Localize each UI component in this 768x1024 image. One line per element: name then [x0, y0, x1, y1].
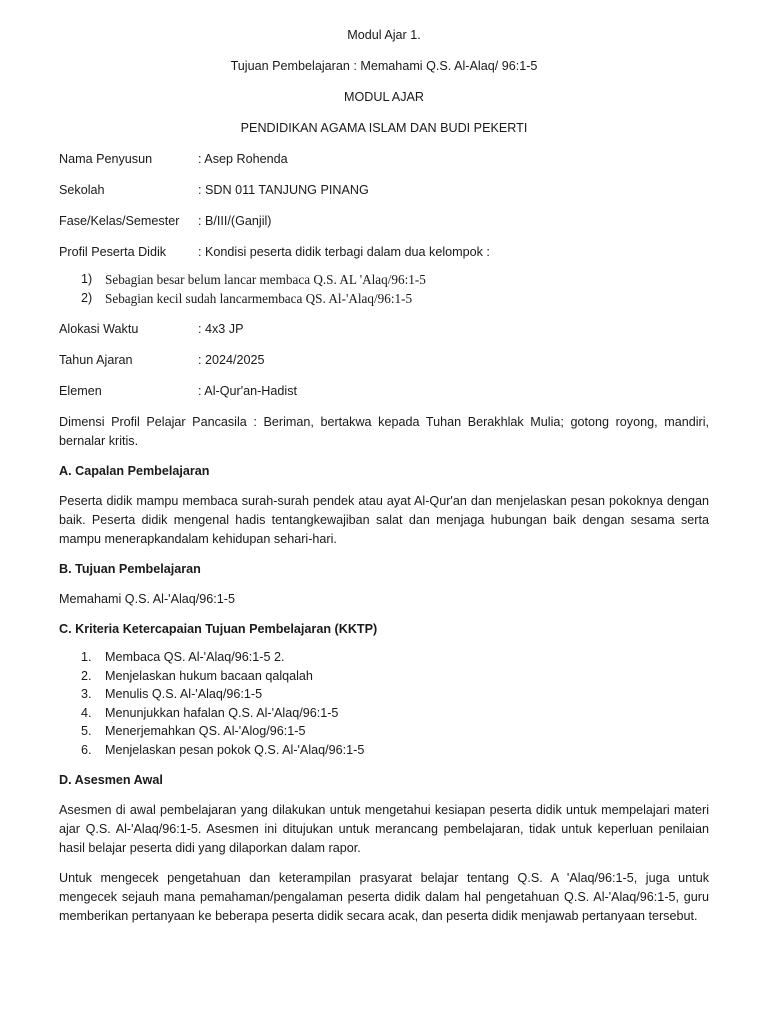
list-number: 5.: [81, 724, 92, 739]
identity-key: Profil Peserta Didik: [59, 245, 167, 259]
identity-value: : Asep Rohenda: [198, 152, 288, 166]
list-text: Sebagian besar belum lancar membaca Q.S. AL 'Alaq/96:1-5: [105, 272, 426, 287]
list-text: Menulis Q.S. Al-'Alaq/96:1-5: [105, 687, 263, 702]
list-number: 1.: [81, 650, 92, 664]
identity-row-author: [59, 150, 709, 169]
identity-key: Nama Penyusun: [59, 152, 153, 166]
module-title: MODUL AJAR: [343, 90, 424, 104]
identity-key: Sekolah: [59, 183, 105, 197]
profile-dimension-paragraph: Dimensi Profil Pelajar Pancasila : Beriman, bertakwa kepada Tuhan Berakhlak Mulia; gotong royong, mandiri, bernalar kritis.: [59, 415, 709, 448]
identity-row-profile: [59, 243, 709, 262]
list-text: Menerjemahkan QS. Al-'Alog/96:1-5: [105, 724, 306, 739]
identity-row-school: [59, 181, 709, 200]
list-item: [59, 685, 709, 704]
list-text: Menjelaskan hukum bacaan qalqalah: [105, 668, 313, 683]
section-b-heading: B. Tujuan Pembelajaran: [59, 562, 201, 576]
identity-value: : SDN 011 TANJUNG PINANG: [198, 183, 369, 197]
identity-row-element: [59, 382, 709, 401]
identity-value: : B/III/(Ganjil): [198, 214, 272, 228]
list-text: Menunjukkan hafalan Q.S. Al-'Alaq/96:1-5: [105, 705, 339, 720]
kktp-list: [59, 648, 709, 760]
section-d-paragraph-2: Untuk mengecek pengetahuan dan keterampilan prasyarat belajar tentang Q.S. A 'Alaq/96:1-5, juga untuk mengecek sejauh mana pemahaman/pengalaman peserta didik dalam hal pengetahuan Q.S. Al-'Alaq/96:1-5, guru memberikan pertanyaan ke beberapa peserta didik secara acak, dan peserta didik menjawab pertanyaan tersebut.: [59, 870, 709, 923]
list-number: 3.: [81, 687, 92, 702]
identity-key: Tahun Ajaran: [59, 353, 133, 367]
list-text: Menjelaskan pesan pokok Q.S. Al-'Alaq/96:1-5: [105, 742, 365, 757]
section-a-heading: A. Capalan Pembelajaran: [59, 464, 210, 478]
list-text: Membaca QS. Al-'Alaq/96:1-5 2.: [105, 650, 285, 664]
list-item: [59, 741, 709, 760]
identity-value: : 4x3 JP: [198, 322, 244, 336]
list-number: 6.: [81, 742, 92, 757]
list-item: [59, 648, 709, 667]
identity-value: : 2024/2025: [198, 353, 265, 367]
list-item: [59, 270, 709, 289]
profile-group-list: [59, 270, 709, 308]
identity-row-year: [59, 351, 709, 370]
list-number: 1): [81, 272, 93, 286]
module-number: Modul Ajar 1.: [347, 28, 421, 42]
list-item: [59, 704, 709, 723]
list-text: Sebagian kecil sudah lancarmembaca QS. Al-'Alaq/96:1-5: [105, 291, 413, 306]
list-number: 2): [81, 291, 93, 305]
identity-key: Alokasi Waktu: [59, 322, 139, 336]
identity-value: : Kondisi peserta didik terbagi dalam dua kelompok :: [198, 245, 490, 259]
section-b-paragraph: Memahami Q.S. Al-'Alaq/96:1-5: [59, 592, 235, 606]
section-c-heading: C. Kriteria Ketercapaian Tujuan Pembelajaran (KKTP): [59, 622, 378, 636]
list-number: 2.: [81, 668, 92, 683]
list-item: [59, 722, 709, 741]
identity-key: Fase/Kelas/Semester: [59, 214, 180, 228]
identity-row-time: [59, 320, 709, 339]
section-a-paragraph: Peserta didik mampu membaca surah-surah pendek atau ayat Al-Qur'an dan menjelaskan pesan pokoknya dengan baik. Peserta didik mengenal hadis tentangkewajiban salat dan menjaga hubungan baik dengan sesama serta mampu menerapkandalam kehidupan sehari-hari.: [59, 494, 709, 546]
learning-goal-heading: Tujuan Pembelajaran : Memahami Q.S. Al-Alaq/ 96:1-5: [230, 59, 538, 73]
section-d-paragraph-1: Asesmen di awal pembelajaran yang dilakukan untuk mengetahui kesiapan peserta didik untuk mempelajari materi ajar Q.S. Al-'Alaq/96:1-5. Asesmen ini ditujukan untuk merancang pembelajaran, tidak untuk keperluan penilaian hasil belajar peserta didi yang dilaporkan dalam rapor.: [59, 802, 709, 855]
subject-title: PENDIDIKAN AGAMA ISLAM DAN BUDI PEKERTI: [240, 121, 528, 135]
identity-row-phase: [59, 212, 709, 231]
section-d-heading: D. Asesmen Awal: [59, 772, 163, 787]
list-number: 4.: [81, 705, 92, 720]
identity-key: Elemen: [59, 384, 102, 398]
list-item: [59, 667, 709, 686]
identity-value: : Al-Qur'an-Hadist: [198, 384, 297, 398]
list-item: [59, 289, 709, 308]
